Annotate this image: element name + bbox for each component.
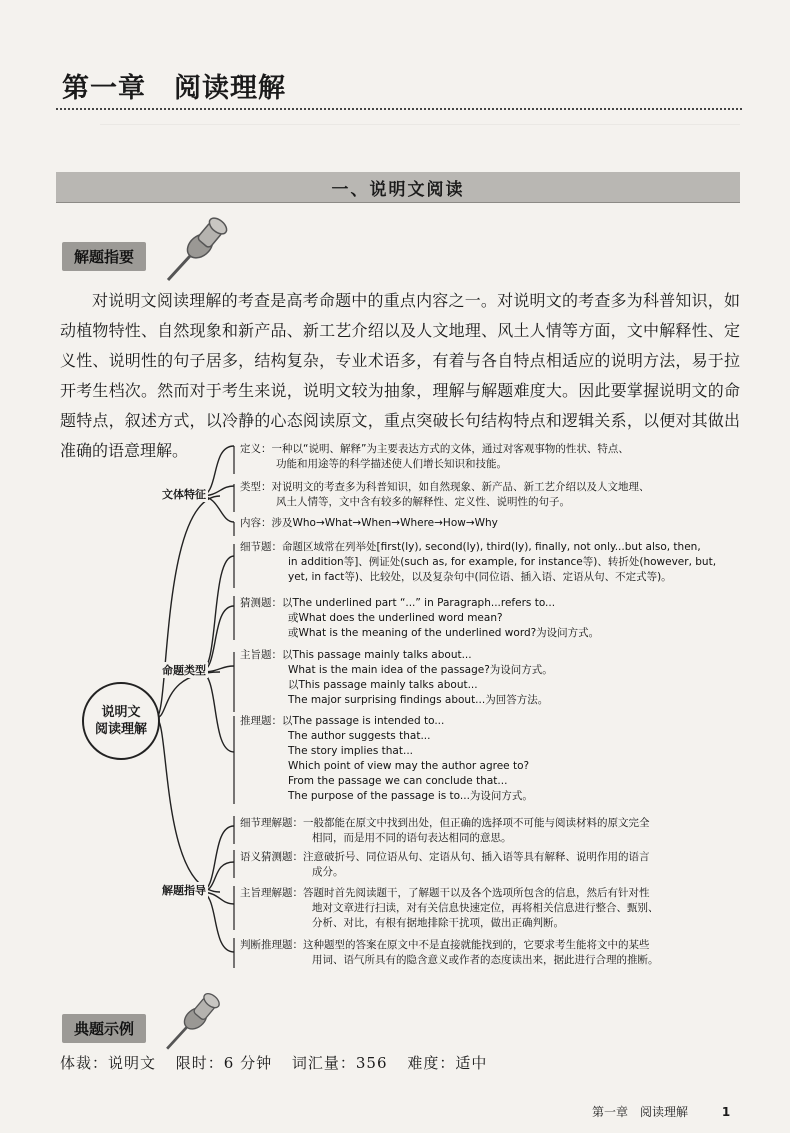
example-meta <box>60 1052 720 1073</box>
mindmap-center-node <box>82 682 160 760</box>
page-footer <box>592 1103 730 1120</box>
leaf-guide-meaning <box>240 850 650 880</box>
page-number: 1 <box>721 1105 731 1119</box>
intro-paragraph: 对说明文阅读理解的考查是高考命题中的重点内容之一。对说明文的考查多为科普知识，如动植物特性、自然现象和新产品、新工艺介绍以及人文地理、风土人情等方面，文中解释性、定义性、说明性的句子居多，结构复杂，专业术语多，有着与各自特点相适应的说明方法，易于拉开考生档次。然而对于考生来说，说明文较为抽象，理解与解题难度大。因此要掌握说明文的命题特点，叙述方式，以冷静的心态阅读原文，重点突破长句结构特点和逻辑关系，以便对其做出准确的语意理解。 <box>60 291 740 460</box>
example-genre: 体裁：说明文 <box>60 1054 157 1072</box>
leaf-type-inference <box>240 714 533 804</box>
branch-guide: 解题指导 <box>162 884 206 897</box>
leaf-guide-inference <box>240 938 659 968</box>
leaf-line: 风土人情等，文中含有较多的解释性、定义性、说明性的句子。 <box>276 496 570 508</box>
example-difficulty: 难度：适中 <box>407 1054 488 1072</box>
leaf-line: The major surprising findings about...为回答方法。 <box>288 694 549 706</box>
leaf-type-detail <box>240 540 716 585</box>
leaf-line: 细节题：命题区域常在列举处[first(ly), second(ly), third(ly), finally, not only...but also, then, <box>240 541 701 553</box>
leaf-line: 主旨理解题：答题时首先阅读题干，了解题干以及各个选项所包含的信息，然后有针对性 <box>240 887 650 899</box>
leaf-type-guess <box>240 596 599 641</box>
leaf-line: 语义猜测题：注意破折号、同位语从句、定语从句、插入语等具有解释、说明作用的语言 <box>240 851 650 863</box>
leaf-line: 分析、对比，有根有据地排除干扰项，做出正确判断。 <box>312 917 564 929</box>
leaf-definition <box>240 442 629 472</box>
leaf-line: 地对文章进行扫读，对有关信息快速定位，再将相关信息进行整合、甄别、 <box>312 902 659 914</box>
leaf-category <box>240 480 650 510</box>
leaf-line: 或What does the underlined word mean? <box>288 612 503 624</box>
leaf-line: 功能和用途等的科学描述使人们增长知识和技能。 <box>276 458 507 470</box>
leaf-guide-detail <box>240 816 650 846</box>
leaf-line: 主旨题：以This passage mainly talks about... <box>240 649 472 661</box>
leaf-line: 相同，而是用不同的语句表达相同的意思。 <box>312 832 512 844</box>
leaf-type-main <box>240 648 553 708</box>
footer-chapter: 第一章 阅读理解 <box>592 1105 689 1119</box>
leaf-line: What is the main idea of the passage?为设问方式。 <box>288 664 553 676</box>
chapter-title: 第一章 阅读理解 <box>62 73 286 104</box>
leaf-line: 成分。 <box>312 866 344 878</box>
pushpin-icon <box>160 214 232 286</box>
section-title: 一、说明文阅读 <box>331 179 465 200</box>
example-time: 限时：6 分钟 <box>175 1054 273 1072</box>
leaf-line: 或What is the meaning of the underlined word?为设问方式。 <box>288 627 600 639</box>
mindmap <box>60 436 750 1016</box>
leaf-line: Which point of view may the author agree to? <box>288 760 530 772</box>
leaf-line: 类型：对说明文的考查多为科普知识，如自然现象、新产品、新工艺介绍以及人文地理、 <box>240 481 650 493</box>
leaf-line: 以This passage mainly talks about... <box>288 679 478 691</box>
leaf-line: 内容：涉及Who→What→When→Where→How→Why <box>240 517 498 529</box>
leaf-line: 用词、语气所具有的隐含意义或作者的态度读出来，据此进行合理的推断。 <box>312 954 659 966</box>
leaf-line: 细节理解题：一般都能在原文中找到出处，但正确的选择项不可能与阅读材料的原文完全 <box>240 817 650 829</box>
section-banner <box>56 172 740 203</box>
center-label-line2: 阅读理解 <box>94 722 147 737</box>
leaf-line: 推理题：以The passage is intended to... <box>240 715 445 727</box>
branch-types: 命题类型 <box>162 664 206 677</box>
leaf-line: The author suggests that... <box>288 730 431 742</box>
leaf-line: in addition等]、例证处(such as, for example, for instance等)、转折处(however, but, <box>288 556 717 568</box>
leaf-line: The purpose of the passage is to...为设问方式。 <box>288 790 533 802</box>
guidance-label: 解题指要 <box>62 242 146 271</box>
leaf-guide-main <box>240 886 659 931</box>
center-label-line1: 说明文 <box>101 705 141 720</box>
examples-label: 典题示例 <box>62 1014 146 1043</box>
leaf-line: 猜测题：以The underlined part “...” in Paragraph...refers to... <box>240 597 556 609</box>
leaf-line: The story implies that... <box>288 745 413 757</box>
example-words: 词汇量：356 <box>291 1054 388 1072</box>
leaf-line: 定义：一种以“说明、解释”为主要表达方式的文体，通过对客观事物的性状、特点、 <box>240 443 629 455</box>
leaf-content <box>240 516 498 531</box>
pushpin-icon <box>160 990 224 1054</box>
branch-features: 文体特征 <box>162 488 206 501</box>
leaf-line: From the passage we can conclude that... <box>288 775 508 787</box>
leaf-line: 判断推理题：这种题型的答案在原文中不是直接就能找到的，它要求考生能将文中的某些 <box>240 939 650 951</box>
leaf-line: yet, in fact等)、比较处，以及复杂句中(同位语、插入语、定语从句、不定式等)。 <box>288 571 672 583</box>
dotted-divider <box>56 108 742 110</box>
